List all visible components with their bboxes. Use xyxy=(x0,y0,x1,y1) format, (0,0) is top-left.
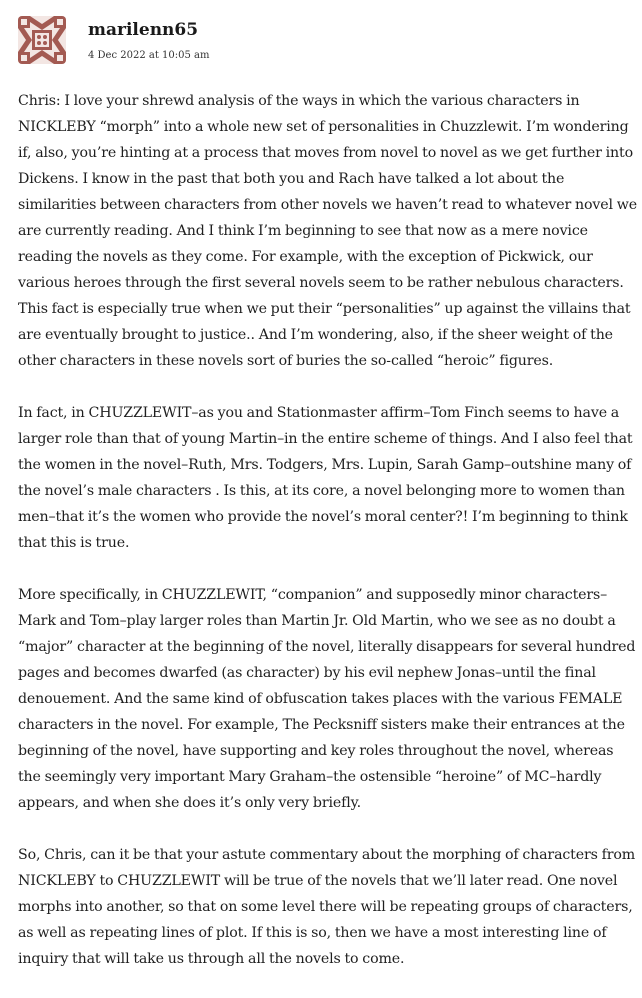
avatar[interactable] xyxy=(18,16,66,64)
comment-meta xyxy=(18,16,209,64)
comment-timestamp[interactable]: 4 Dec 2022 at 10:05 am xyxy=(88,50,210,61)
author-block xyxy=(88,16,209,63)
author-name[interactable]: marilenn65 xyxy=(88,20,199,40)
comment-paragraph: So, Chris, can it be that your astute commentary about the morphing of characters from NICKLEBY to CHUZZLEWIT will be true of the novels that we’ll later read. One novel morphs into another, so that on some level there will be repeating groups of characters, as well as repeating lines of plot. If this is so, then we have a most interesting line of inquiry that will take us through all the novels to come. xyxy=(18,847,636,967)
comment-paragraph: Chris: I love your shrewd analysis of the ways in which the various characters in NICKLEBY “morph” into a whole new set of personalities in Chuzzlewit. I’m wondering if, also, you’re hinting at a process that moves from novel to novel as we get further into Dickens. I know in the past that both you and Rach have talked a lot about the similarities between characters from other novels we haven’t read to whatever novel we are currently reading. And I think I’m beginning to see that now as a mere novice reading the novels as they come. For example, with the exception of Pickwick, our various heroes through the first several novels seem to be rather nebulous characters. This fact is especially true when we put their “personalities” up against the villains that are eventually brought to justice.. And I’m wondering, also, if the sheer weight of the other characters in these novels sort of buries the so-called “heroic” figures. xyxy=(18,93,637,369)
comment-paragraph: More specifically, in CHUZZLEWIT, “companion” and supposedly minor characters–Mark and Tom–play larger roles than Martin Jr. Old Martin, who we see as no doubt a “major” character at the beginning of the novel, literally disappears for several hundred pages and becomes dwarfed (as character) by his evil nephew Jonas–until the final denouement. And the same kind of obfuscation takes places with the various FEMALE characters in the novel. For example, The Pecksniff sisters make their entrances at the beginning of the novel, have supporting and key roles throughout the novel, whereas the seemingly very important Mary Graham–the ostensible “heroine” of MC–hardly appears, and when she does it’s only very briefly. xyxy=(18,587,636,811)
avatar-pattern-icon xyxy=(18,16,66,64)
comment-body xyxy=(18,88,638,998)
comment-paragraph: In fact, in CHUZZLEWIT–as you and Stationmaster affirm–Tom Finch seems to have a larger role than that of young Martin–in the entire scheme of things. And I also feel that the women in the novel–Ruth, Mrs. Todgers, Mrs. Lupin, Sarah Gamp–outshine many of the novel’s male characters . Is this, at its core, a novel belonging more to women than men–that it’s the women who provide the novel’s moral center?! I’m beginning to think that this is true. xyxy=(18,405,633,551)
